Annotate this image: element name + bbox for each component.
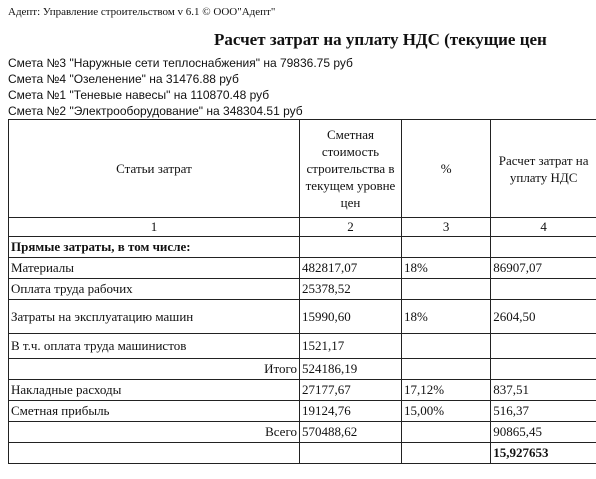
row-cost-cell: 482817,07 (299, 258, 401, 279)
row-vat-cell: 86907,07 (491, 258, 596, 279)
header-vat-calculation: Расчет затрат на уплату НДС (491, 120, 596, 218)
column-number: 2 (299, 218, 401, 237)
row-label-cell: Оплата труда рабочих (9, 279, 300, 300)
row-percent-cell (402, 422, 491, 443)
column-number-row (9, 218, 596, 237)
column-number: 1 (9, 218, 300, 237)
row-cost-cell (299, 443, 401, 464)
row-vat-cell: 516,37 (491, 401, 596, 422)
row-label-cell: Всего (9, 422, 300, 443)
table-row (9, 380, 596, 401)
row-label-cell: В т.ч. оплата труда машинистов (9, 334, 300, 359)
row-vat-cell: 90865,45 (491, 422, 596, 443)
row-vat-cell: 2604,50 (491, 300, 596, 334)
row-vat-cell (491, 237, 596, 258)
row-vat-cell (491, 359, 596, 380)
table-header-row (9, 120, 596, 218)
row-label-cell: Итого (9, 359, 300, 380)
estimate-line: Смета №3 "Наружные сети теплоснабжения" на 79836.75 руб (8, 56, 353, 70)
row-cost-cell (299, 237, 401, 258)
row-label-cell: Материалы (9, 258, 300, 279)
row-cost-cell: 19124,76 (299, 401, 401, 422)
table-body (9, 237, 596, 464)
row-cost-cell: 25378,52 (299, 279, 401, 300)
column-number: 3 (402, 218, 491, 237)
estimate-line: Смета №1 "Теневые навесы" на 110870.48 руб (8, 88, 270, 102)
table-row (9, 258, 596, 279)
table-row (9, 443, 596, 464)
row-percent-cell: 18% (402, 300, 491, 334)
estimate-line: Смета №4 "Озеленение" на 31476.88 руб (8, 72, 239, 86)
table-row (9, 279, 596, 300)
row-percent-cell (402, 359, 491, 380)
table-row (9, 334, 596, 359)
row-label-cell: Сметная прибыль (9, 401, 300, 422)
table-row (9, 359, 596, 380)
row-percent-cell: 18% (402, 258, 491, 279)
row-percent-cell (402, 443, 491, 464)
row-vat-cell (491, 334, 596, 359)
header-estimated-cost: Сметная стоимость строительства в текущем уровне цен (299, 120, 401, 218)
app-header: Адепт: Управление строительством v 6.1 © ООО"Адепт" (8, 6, 276, 18)
column-number: 4 (491, 218, 596, 237)
row-label-cell: Прямые затраты, в том числе: (9, 237, 300, 258)
row-percent-cell (402, 237, 491, 258)
row-percent-cell: 15,00% (402, 401, 491, 422)
header-cost-items: Статьи затрат (9, 120, 300, 218)
row-cost-cell: 524186,19 (299, 359, 401, 380)
page-title: Расчет затрат на уплату НДС (текущие цен (214, 30, 547, 49)
row-vat-cell: 15,927653 (491, 443, 596, 464)
table-row (9, 300, 596, 334)
row-percent-cell: 17,12% (402, 380, 491, 401)
header-percent: % (402, 120, 491, 218)
row-cost-cell: 27177,67 (299, 380, 401, 401)
table-row (9, 237, 596, 258)
row-cost-cell: 570488,62 (299, 422, 401, 443)
row-vat-cell (491, 279, 596, 300)
estimate-line: Смета №2 "Электрооборудование" на 348304.51 руб (8, 104, 303, 118)
row-percent-cell (402, 334, 491, 359)
row-cost-cell: 15990,60 (299, 300, 401, 334)
row-label-cell (9, 443, 300, 464)
table-row (9, 401, 596, 422)
row-cost-cell: 1521,17 (299, 334, 401, 359)
row-label-cell: Накладные расходы (9, 380, 300, 401)
row-percent-cell (402, 279, 491, 300)
vat-cost-table (8, 119, 596, 464)
table-row (9, 422, 596, 443)
row-label-cell: Затраты на эксплуатацию машин (9, 300, 300, 334)
row-vat-cell: 837,51 (491, 380, 596, 401)
